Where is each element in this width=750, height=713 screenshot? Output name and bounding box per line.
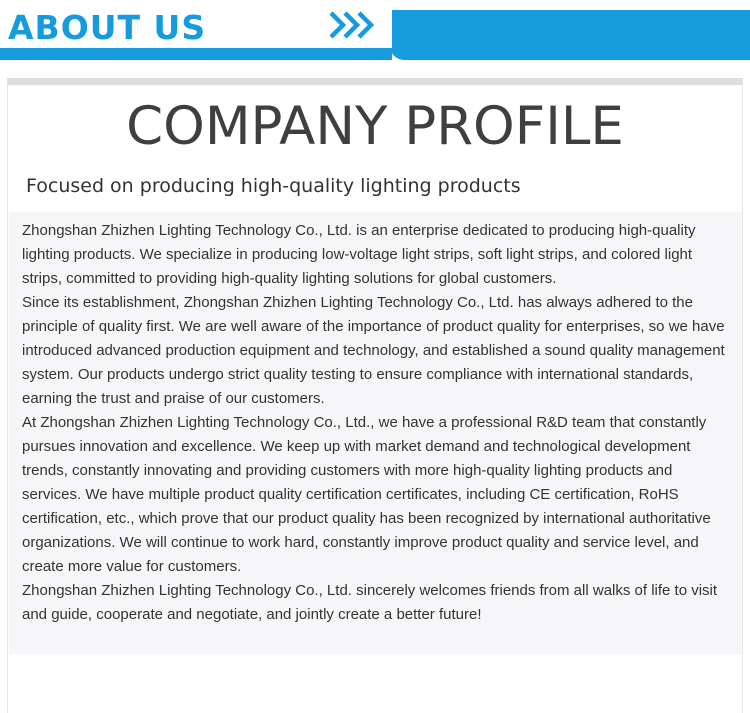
page-title: COMPANY PROFILE — [126, 96, 624, 157]
description-paragraph: Since its establishment, Zhongshan Zhizhen Lighting Technology Co., Ltd. has always adhered to the principle of quality first. We are well aware of the importance of product quality for enterprises, so we have introduced advanced production equipment and technology, and established a sound quality management system. Our products undergo strict quality testing to ensure compliance with international standards, earning the trust and praise of our customers. — [22, 294, 725, 407]
banner-title: ABOUT US — [8, 8, 207, 47]
description-paragraph: Zhongshan Zhizhen Lighting Technology Co., Ltd. sincerely welcomes friends from all walks of life to visit and guide, cooperate and negotiate, and jointly create a better future! — [22, 582, 718, 623]
banner-accent-bar — [390, 10, 750, 60]
double-chevron-right-icon — [327, 10, 379, 40]
page-subtitle: Focused on producing high-quality lighting products — [26, 175, 521, 197]
description-paragraph: Zhongshan Zhizhen Lighting Technology Co., Ltd. is an enterprise dedicated to producing high-quality lighting products. We specialize in producing low-voltage light strips, soft light strips, and colored light strips, committed to providing high-quality lighting solutions for global customers. — [22, 222, 696, 287]
about-us-banner — [0, 0, 750, 62]
banner-title-wrap — [0, 0, 392, 48]
banner-underline — [0, 46, 392, 60]
company-description — [22, 219, 726, 627]
description-paragraph: At Zhongshan Zhizhen Lighting Technology Co., Ltd., we have a professional R&D team that constantly pursues innovation and excellence. We keep up with market demand and technological development trends, constantly innovating and providing customers with more high-quality lighting products and services. We have multiple product quality certification certificates, including CE certification, RoHS certification, etc., which prove that our product quality has been recognized by international authoritative organizations. We will continue to work hard, constantly improve product quality and service level, and create more value for customers. — [22, 414, 711, 575]
